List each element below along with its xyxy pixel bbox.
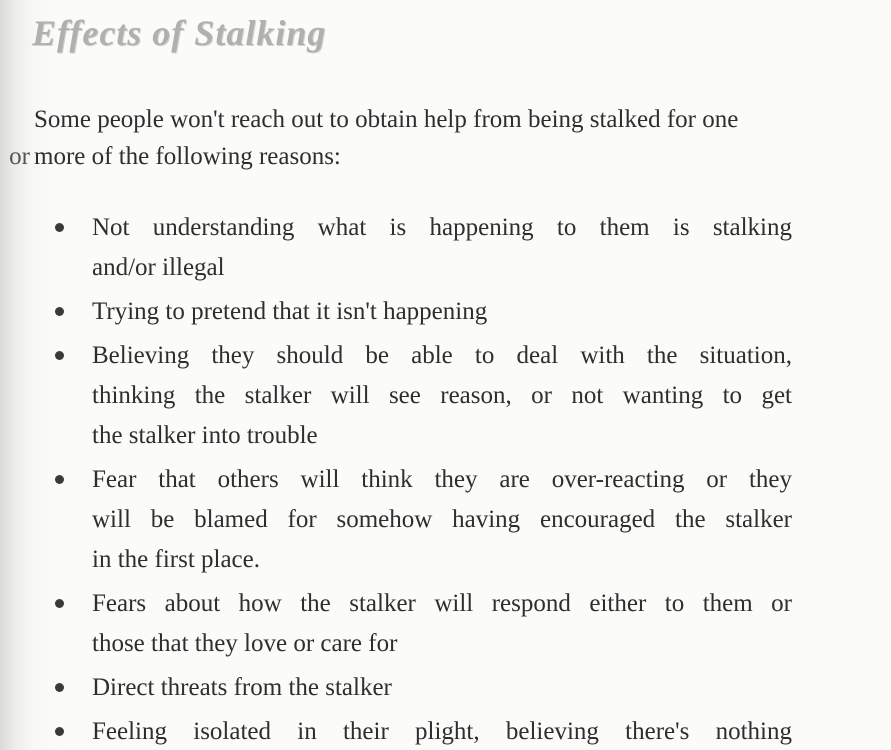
bullet-dot-icon bbox=[55, 599, 64, 608]
list-item-line: in the first place. bbox=[92, 546, 260, 573]
list-item-line: Not understanding what is happening to them is stalking bbox=[92, 214, 792, 241]
list-item-line: Feeling isolated in their plight, believing there's nothing bbox=[92, 718, 792, 745]
bullet-dot-icon bbox=[55, 475, 64, 484]
list-item bbox=[0, 336, 792, 456]
bullet-dot-icon bbox=[55, 683, 64, 692]
list-item-line: Fear that others will think they are over-reacting or they bbox=[92, 466, 792, 493]
intro-line-2-cut-word: or bbox=[9, 143, 30, 170]
list-item-line: Believing they should be able to deal with the situation, bbox=[92, 342, 792, 369]
intro-line-1: Some people won't reach out to obtain help from being stalked for one bbox=[34, 106, 739, 133]
list-item-line: Fears about how the stalker will respond either to them or bbox=[92, 590, 792, 617]
reasons-list bbox=[0, 208, 792, 750]
list-item bbox=[0, 208, 792, 288]
bullet-dot-icon bbox=[55, 351, 64, 360]
list-item bbox=[0, 712, 792, 750]
bullet-dot-icon bbox=[55, 223, 64, 232]
list-item-line: those that they love or care for bbox=[92, 630, 398, 657]
list-item-line: Direct threats from the stalker bbox=[92, 674, 392, 701]
list-item bbox=[0, 460, 792, 580]
intro-paragraph bbox=[9, 101, 891, 175]
bullet-dot-icon bbox=[55, 727, 64, 736]
intro-line-2-wrapper bbox=[0, 138, 891, 175]
section-heading: Effects of Stalking bbox=[32, 13, 327, 53]
list-item-line: thinking the stalker will see reason, or not wanting to get bbox=[92, 382, 792, 409]
intro-line-2: more of the following reasons: bbox=[34, 143, 341, 170]
list-item bbox=[0, 292, 792, 332]
list-item-line: the stalker into trouble bbox=[92, 422, 318, 449]
list-item-line: and/or illegal bbox=[92, 254, 225, 281]
bullet-dot-icon bbox=[55, 307, 64, 316]
list-item bbox=[0, 668, 792, 708]
list-item-line: will be blamed for somehow having encouraged the stalker bbox=[92, 506, 792, 533]
list-item-line: Trying to pretend that it isn't happening bbox=[92, 298, 488, 325]
list-item bbox=[0, 584, 792, 664]
